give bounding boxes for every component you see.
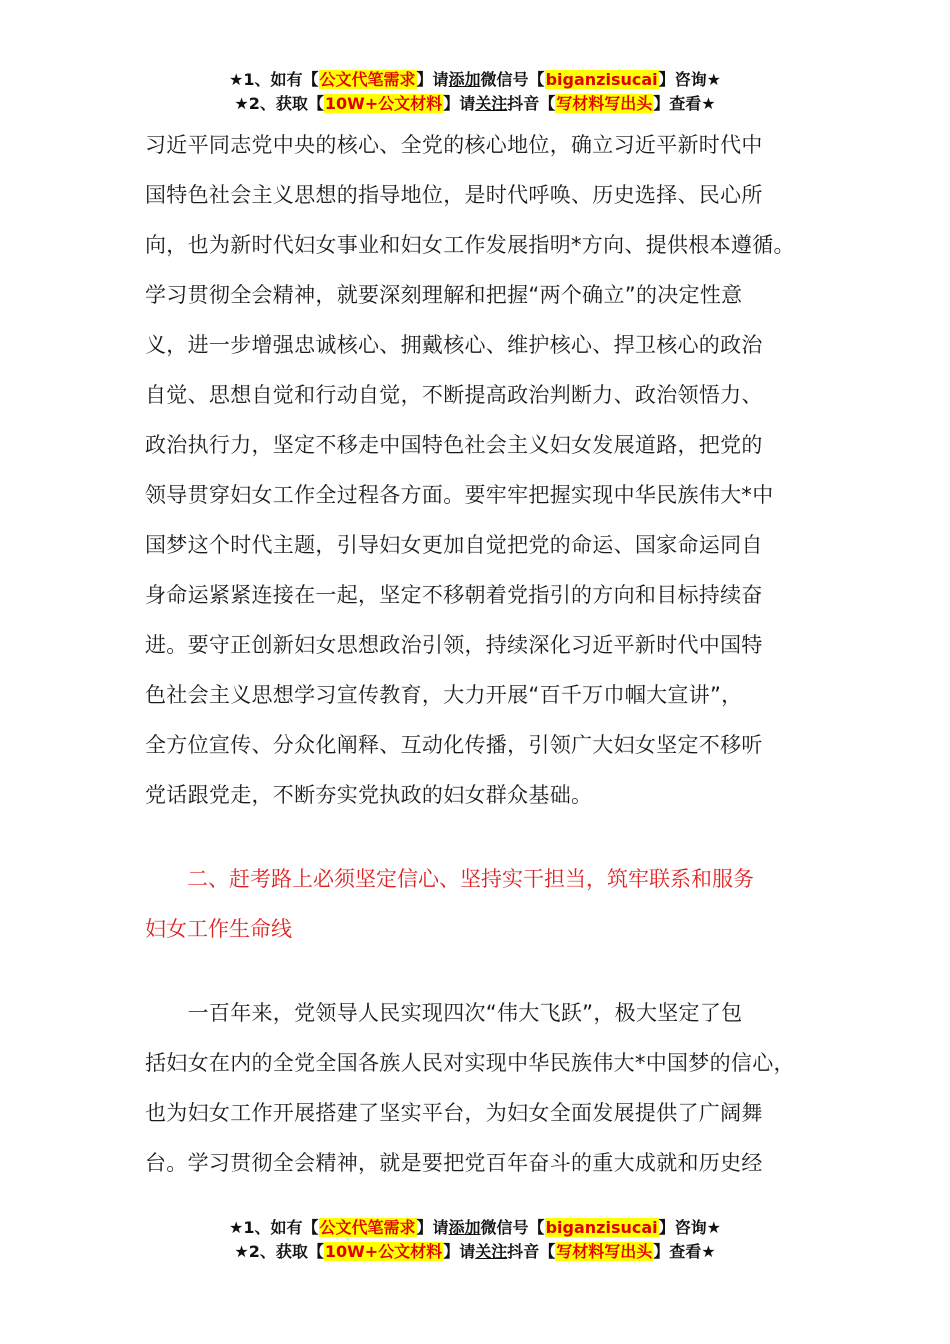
banner-underlined-text: 添加 xyxy=(448,1218,481,1237)
banner-text: 】请 xyxy=(416,70,449,89)
text-line: 色社会主义思想学习宣传教育，大力开展“百千万巾帼大宣讲”， xyxy=(145,683,743,707)
banner-underlined-text: 关注 xyxy=(475,1242,508,1261)
banner-underlined-text: 关注 xyxy=(475,94,508,113)
text-line: 自觉、思想自觉和行动自觉，不断提高政治判断力、政治领悟力、 xyxy=(145,383,763,407)
banner-text: 微信号【 xyxy=(480,1218,545,1237)
text-line: 习近平同志党中央的核心、全党的核心地位，确立习近平新时代中 xyxy=(145,133,763,157)
banner-line-2 xyxy=(0,1240,950,1264)
bottom-banner xyxy=(0,1216,950,1264)
text-line: 义，进一步增强忠诚核心、拥戴核心、维护核心、捍卫核心的政治 xyxy=(145,333,763,357)
banner-highlight-materials: 10W+公文材料 xyxy=(324,94,443,113)
text-line: 政治执行力，坚定不移走中国特色社会主义妇女发展道路，把党的 xyxy=(145,433,763,457)
banner-text: 】请 xyxy=(443,94,476,113)
heading-line: 二、赶考路上必须坚定信心、坚持实干担当，筑牢联系和服务 xyxy=(145,867,754,891)
top-banner xyxy=(0,68,950,116)
banner-line-1 xyxy=(0,68,950,92)
text-line: 领导贯穿妇女工作全过程各方面。要牢牢把握实现中华民族伟大*中 xyxy=(145,483,774,507)
banner-text: ★1、如有【 xyxy=(229,70,319,89)
banner-highlight-materials: 10W+公文材料 xyxy=(324,1242,443,1261)
banner-highlight-service: 公文代笔需求 xyxy=(319,70,416,89)
paragraph-1 xyxy=(145,120,825,820)
text-line: 身命运紧紧连接在一起，坚定不移朝着党指引的方向和目标持续奋 xyxy=(145,583,763,607)
banner-text: 】咨询★ xyxy=(658,70,721,89)
banner-highlight-douyin: 写材料写出头 xyxy=(556,94,653,113)
text-line: 进。要守正创新妇女思想政治引领，持续深化习近平新时代中国特 xyxy=(145,633,763,657)
banner-text: ★2、获取【 xyxy=(234,94,324,113)
text-line: 台。学习贯彻全会精神，就是要把党百年奋斗的重大成就和历史经 xyxy=(145,1151,763,1175)
banner-highlight-wechat: biganzisucai xyxy=(545,70,658,89)
banner-text: ★2、获取【 xyxy=(234,1242,324,1261)
text-line: 向，也为新时代妇女事业和妇女工作发展指明*方向、提供根本遵循。 xyxy=(145,233,795,257)
section-heading-2 xyxy=(145,854,825,954)
banner-highlight-service: 公文代笔需求 xyxy=(319,1218,416,1237)
text-line: 全方位宣传、分众化阐释、互动化传播，引领广大妇女坚定不移听 xyxy=(145,733,763,757)
banner-highlight-wechat: biganzisucai xyxy=(545,1218,658,1237)
banner-text: 】请 xyxy=(416,1218,449,1237)
banner-underlined-text: 添加 xyxy=(448,70,481,89)
text-line: 国梦这个时代主题，引导妇女更加自觉把党的命运、国家命运同自 xyxy=(145,533,763,557)
banner-text: 】查看★ xyxy=(653,94,716,113)
text-line: 党话跟党走，不断夯实党执政的妇女群众基础。 xyxy=(145,783,593,807)
banner-text: ★1、如有【 xyxy=(229,1218,319,1237)
banner-line-2 xyxy=(0,92,950,116)
banner-text: 】查看★ xyxy=(653,1242,716,1261)
paragraph-2 xyxy=(145,988,825,1188)
banner-text: 】请 xyxy=(443,1242,476,1261)
banner-text: 抖音【 xyxy=(507,94,556,113)
text-line: 一百年来，党领导人民实现四次“伟大飞跃”，极大坚定了包 xyxy=(145,1001,743,1025)
banner-text: 抖音【 xyxy=(507,1242,556,1261)
text-line: 学习贯彻全会精神，就要深刻理解和把握“两个确立”的决定性意 xyxy=(145,283,743,307)
text-line: 国特色社会主义思想的指导地位，是时代呼唤、历史选择、民心所 xyxy=(145,183,763,207)
banner-text: 】咨询★ xyxy=(658,1218,721,1237)
banner-text: 微信号【 xyxy=(480,70,545,89)
banner-line-1 xyxy=(0,1216,950,1240)
heading-line: 妇女工作生命线 xyxy=(145,917,292,941)
text-line: 括妇女在内的全党全国各族人民对实现中华民族伟大*中国梦的信心， xyxy=(145,1051,795,1075)
banner-highlight-douyin: 写材料写出头 xyxy=(556,1242,653,1261)
text-line: 也为妇女工作开展搭建了坚实平台，为妇女全面发展提供了广阔舞 xyxy=(145,1101,763,1125)
